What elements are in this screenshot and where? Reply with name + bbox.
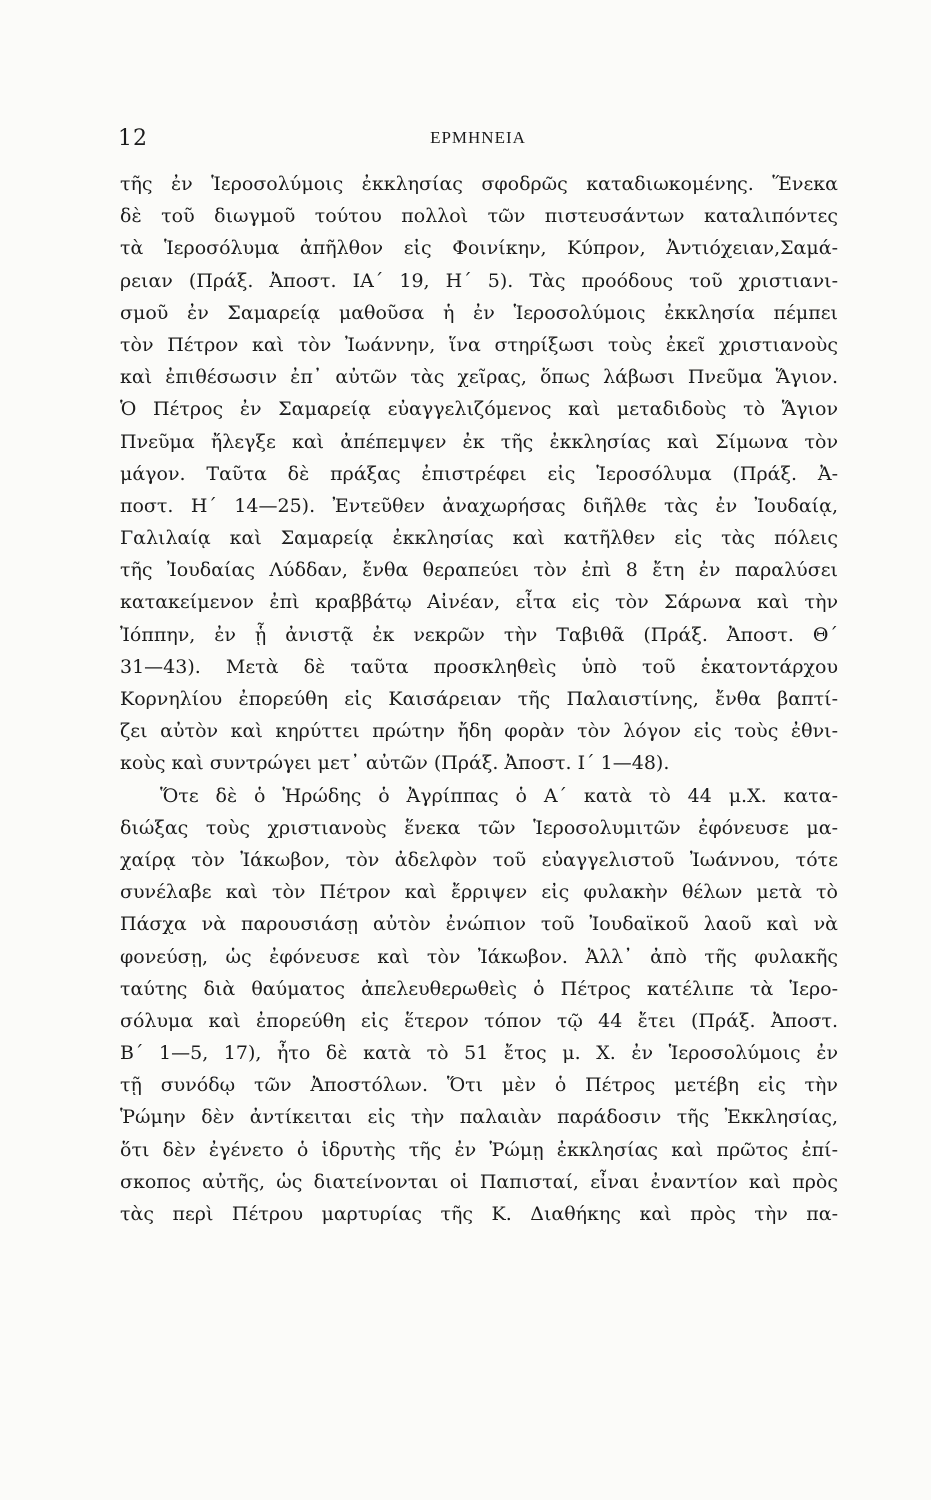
text-line: Ῥώμην δὲν ἀντίκειται εἰς τὴν παλαιὰν παράδοσιν τῆς Ἐκκλησίας,	[120, 1106, 838, 1129]
text-line: ποστ. Η΄ 14—25). Ἐντεῦθεν ἀναχωρήσας διῆλθε τὰς ἐν Ἰουδαίᾳ,	[120, 494, 838, 517]
text-line: χαίρᾳ τὸν Ἰάκωβον, τὸν ἀδελφὸν τοῦ εὐαγγελιστοῦ Ἰωάννου, τότε	[120, 848, 838, 871]
text-line: συνέλαβε καὶ τὸν Πέτρον καὶ ἔρριψεν εἰς φυλακὴν θέλων μετὰ τὸ	[120, 881, 838, 904]
text-line: διώξας τοὺς χριστιανοὺς ἕνεκα τῶν Ἱεροσολυμιτῶν ἐφόνευσε μα-	[120, 816, 838, 839]
text-line: δὲ τοῦ διωγμοῦ τούτου πολλοὶ τῶν πιστευσάντων καταλιπόντες	[120, 205, 838, 228]
text-line: τὰ Ἱεροσόλυμα ἀπῆλθον εἰς Φοινίκην, Κύπρον, Ἀντιόχειαν,Σαμά-	[120, 237, 838, 260]
text-line: τὰς περὶ Πέτρου μαρτυρίας τῆς Κ. Διαθήκης καὶ πρὸς τὴν πα-	[120, 1203, 838, 1225]
text-line: Ὁ Πέτρος ἐν Σαμαρείᾳ εὐαγγελιζόμενος καὶ μεταδιδοὺς τὸ Ἅγιον	[120, 398, 838, 421]
page-number: 12	[118, 126, 148, 151]
text-line: Κορνηλίου ἐπορεύθη εἰς Καισάρειαν τῆς Παλαιστίνης, ἔνθα βαπτί-	[120, 688, 838, 710]
text-line: τῆς Ἰουδαίας Λύδδαν, ἔνθα θεραπεύει τὸν ἐπὶ 8 ἔτη ἐν παραλύσει	[120, 559, 838, 582]
text-line: κοὺς καὶ συντρώγει μετ᾽ αὐτῶν (Πράξ. Ἀποστ. Ι΄ 1—48).	[120, 752, 670, 775]
text-line: τῇ συνόδῳ τῶν Ἀποστόλων. Ὅτι μὲν ὁ Πέτρος μετέβη εἰς τὴν	[120, 1074, 838, 1097]
text-line: ταύτης διὰ θαύματος ἀπελευθερωθεὶς ὁ Πέτρος κατέλιπε τὰ Ἱερο-	[120, 977, 838, 1000]
text-line: Ἰόππην, ἐν ᾗ ἀνιστᾷ ἐκ νεκρῶν τὴν Ταβιθᾶ (Πράξ. Ἀποστ. Θ΄	[120, 623, 838, 646]
page-header	[118, 126, 838, 156]
text-line: ὅτι δὲν ἐγένετο ὁ ἱδρυτὴς τῆς ἐν Ῥώμῃ ἐκκλησίας καὶ πρῶτος ἐπί-	[120, 1138, 838, 1161]
text-line: Β΄ 1—5, 17), ἦτο δὲ κατὰ τὸ 51 ἔτος μ. Χ. ἐν Ἱεροσολύμοις ἐν	[120, 1042, 838, 1065]
text-line: 31—43). Μετὰ δὲ ταῦτα προσκληθεὶς ὑπὸ τοῦ ἑκατοντάρχου	[120, 655, 838, 678]
text-line: σκοπος αὐτῆς, ὡς διατείνονται οἱ Παπισταί, εἶναι ἐναντίον καὶ πρὸς	[120, 1170, 838, 1193]
text-line: τῆς ἐν Ἱεροσολύμοις ἐκκλησίας σφοδρῶς καταδιωκομένης. Ἕνεκα	[120, 173, 838, 195]
text-line: Πάσχα νὰ παρουσιάσῃ αὐτὸν ἐνώπιον τοῦ Ἰουδαϊκοῦ λαοῦ καὶ νὰ	[120, 913, 838, 936]
text-line: φονεύσῃ, ὡς ἐφόνευσε καὶ τὸν Ἰάκωβον. Ἀλλ᾽ ἀπὸ τῆς φυλακῆς	[120, 945, 838, 968]
text-line: Ὅτε δὲ ὁ Ἡρώδης ὁ Ἀγρίππας ὁ Α΄ κατὰ τὸ 44 μ.Χ. κατα-	[160, 784, 838, 807]
text-line: ρειαν (Πράξ. Ἀποστ. ΙΑ΄ 19, Η΄ 5). Τὰς προόδους τοῦ χριστιανι-	[120, 269, 838, 292]
text-line: σμοῦ ἐν Σαμαρείᾳ μαθοῦσα ἡ ἐν Ἱεροσολύμοις ἐκκλησία πέμπει	[120, 301, 838, 324]
text-line: κατακείμενον ἐπὶ κραββάτῳ Αἰνέαν, εἶτα εἰς τὸν Σάρωνα καὶ τὴν	[120, 591, 838, 614]
text-line: καὶ ἐπιθέσωσιν ἐπ᾽ αὐτῶν τὰς χεῖρας, ὅπως λάβωσι Πνεῦμα Ἅγιον.	[120, 366, 838, 389]
text-line: ζει αὐτὸν καὶ κηρύττει πρώτην ἤδη φορὰν τὸν λόγον εἰς τοὺς ἐθνι-	[120, 720, 838, 743]
running-head: ΕΡΜΗΝΕΙΑ	[430, 128, 526, 147]
text-line: τὸν Πέτρον καὶ τὸν Ἰωάννην, ἵνα στηρίξωσι τοὺς ἐκεῖ χριστιανοὺς	[120, 333, 838, 356]
text-line: Πνεῦμα ἤλεγξε καὶ ἀπέπεμψεν ἐκ τῆς ἐκκλησίας καὶ Σίμωνα τὸν	[120, 430, 838, 453]
body-text	[120, 168, 838, 1230]
text-line: μάγον. Ταῦτα δὲ πράξας ἐπιστρέφει εἰς Ἱεροσόλυμα (Πράξ. Ἀ-	[120, 462, 838, 485]
text-line: σόλυμα καὶ ἐπορεύθη εἰς ἕτερον τόπον τῷ 44 ἔτει (Πράξ. Ἀποστ.	[120, 1009, 838, 1032]
text-line: Γαλιλαίᾳ καὶ Σαμαρείᾳ ἐκκλησίας καὶ κατῆλθεν εἰς τὰς πόλεις	[120, 527, 838, 550]
